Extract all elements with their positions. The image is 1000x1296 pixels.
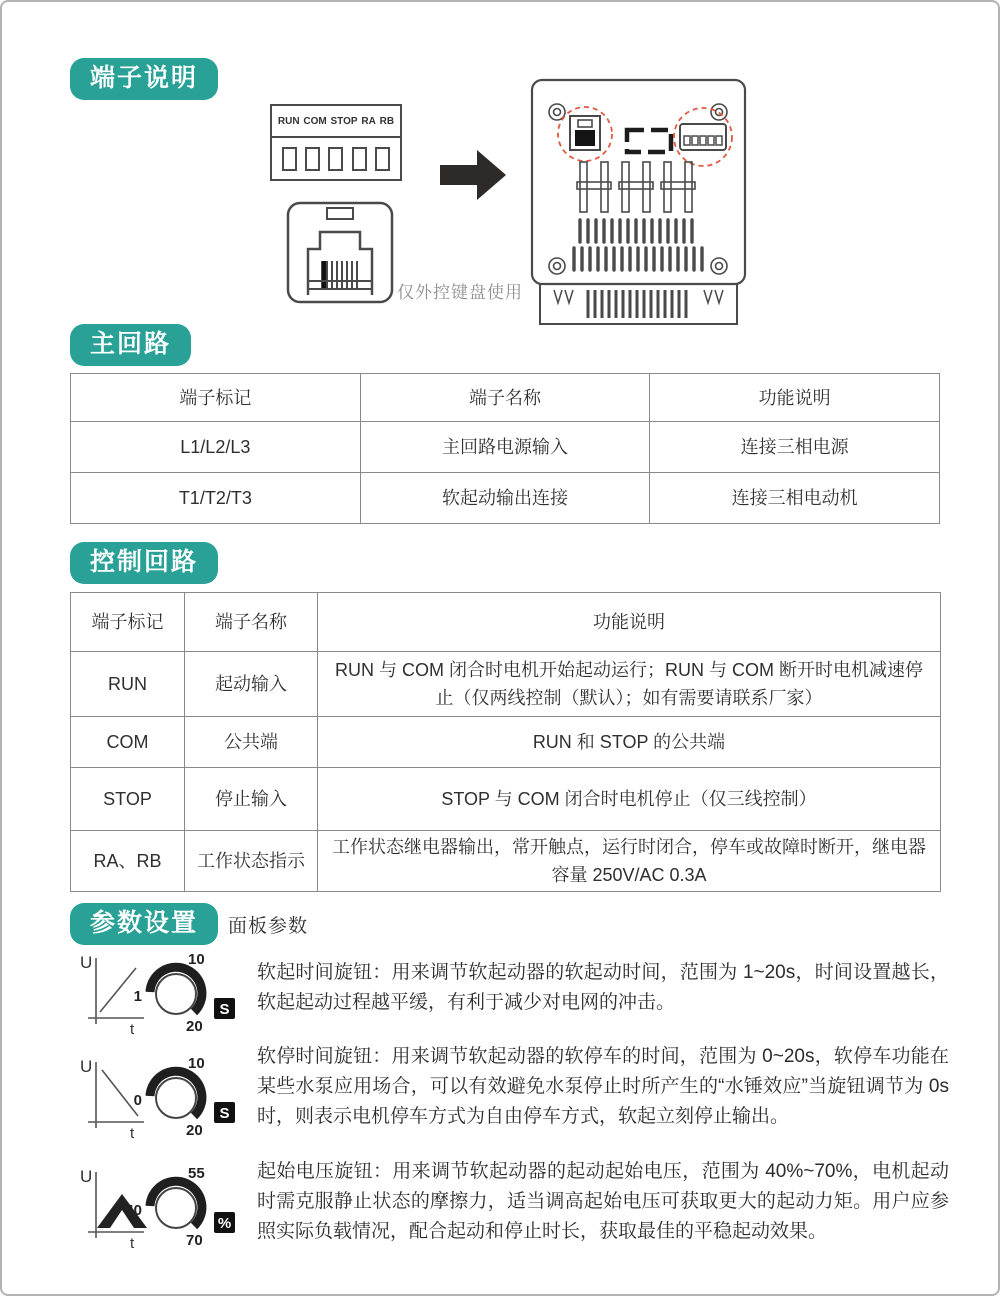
table-row bbox=[71, 831, 941, 892]
highlight-circle-right bbox=[674, 108, 732, 166]
section-badge-params: 参数设置 bbox=[70, 903, 218, 945]
knob-dial bbox=[156, 1188, 196, 1228]
section-badge-main-circuit: 主回路 bbox=[70, 324, 191, 366]
cell-terminal-name: 起动输入 bbox=[185, 652, 318, 717]
device-vents-row2 bbox=[574, 248, 702, 270]
cell-terminal-name: 主回路电源输入 bbox=[360, 422, 650, 473]
ramp-up-curve bbox=[100, 968, 136, 1012]
cell-terminal-mark: L1/L2/L3 bbox=[71, 422, 361, 473]
section-badge-terminal: 端子说明 bbox=[70, 58, 218, 100]
terminal-label-stop: STOP bbox=[330, 115, 358, 127]
device-center-window bbox=[627, 130, 671, 152]
table-row bbox=[71, 652, 941, 717]
column-header: 端子名称 bbox=[185, 593, 318, 652]
terminal-block-labels bbox=[272, 106, 400, 138]
soft-stop-knob-desc: 软停时间旋钮：用来调节软起动器的软停车的时间，范围为 0~20s，软停车功能在某些水泵应用场合，可以有效避免水泵停止时所产生的“水锤效应”当旋钮调节为 0s 时，则表示电机停车方式为自由停车方式，软起立刻停止输出。 bbox=[257, 1046, 949, 1127]
terminal-label-ra: RA bbox=[361, 115, 376, 127]
table-row bbox=[71, 717, 941, 768]
cell-function: 工作状态继电器输出，常开触点，运行时闭合，停车或故障时断开，继电器容量 250V/AC 0.3A bbox=[318, 831, 941, 892]
scale-max: 20 bbox=[186, 1018, 203, 1035]
axis-x-label: t bbox=[130, 1235, 135, 1252]
device-vents-row1 bbox=[580, 220, 692, 242]
terminal-block-diagram bbox=[270, 104, 402, 181]
cell-terminal-mark: COM bbox=[71, 717, 185, 768]
column-header: 端子标记 bbox=[71, 593, 185, 652]
axis-y-label: U bbox=[80, 953, 93, 972]
ramp-down-curve bbox=[102, 1070, 138, 1116]
initial-voltage-knob-figure bbox=[72, 1164, 244, 1254]
arrow-right-icon bbox=[440, 148, 508, 202]
terminal-pin bbox=[375, 147, 390, 171]
column-header: 端子名称 bbox=[360, 374, 650, 422]
column-header: 功能说明 bbox=[650, 374, 940, 422]
section-badge-control-circuit: 控制回路 bbox=[70, 542, 218, 584]
terminal-pin bbox=[282, 147, 297, 171]
scale-min: 40 bbox=[125, 1202, 142, 1219]
initial-voltage-knob-desc: 起始电压旋钮：用来调节软起动器的起动起始电压，范围为 40%~70%，电机起动时需克服静止状态的摩擦力，适当调高起始电压可获取更大的起动力矩。用户应参照实际负载情况，配合起动和停止时长，获取最佳的平稳起动效果。 bbox=[257, 1161, 949, 1242]
cell-function: STOP 与 COM 闭合时电机停止（仅三线控制） bbox=[318, 768, 941, 831]
cell-terminal-mark: STOP bbox=[71, 768, 185, 831]
device-rj45-port bbox=[570, 116, 600, 150]
cell-terminal-mark: T1/T2/T3 bbox=[71, 473, 361, 524]
unit-label: S bbox=[219, 1105, 230, 1122]
device-base-comb bbox=[588, 290, 686, 318]
scale-max: 20 bbox=[186, 1122, 203, 1139]
axis-x-label: t bbox=[130, 1125, 135, 1142]
soft-stop-knob-figure bbox=[72, 1054, 244, 1144]
control-circuit-table bbox=[70, 592, 941, 892]
cell-terminal-name: 软起动输出连接 bbox=[360, 473, 650, 524]
device-control-terminal bbox=[680, 124, 726, 150]
axis-y-label: U bbox=[80, 1057, 93, 1076]
cell-terminal-name: 停止输入 bbox=[185, 768, 318, 831]
rj45-note: 仅外控键盘使用 bbox=[397, 283, 523, 302]
terminal-label-rb: RB bbox=[379, 115, 395, 127]
terminal-pin bbox=[328, 147, 343, 171]
cell-terminal-name: 公共端 bbox=[185, 717, 318, 768]
soft-start-knob-desc: 软起时间旋钮：用来调节软起动器的软起动时间，范围为 1~20s，时间设置越长，软起起动过程越平缓，有利于减少对电网的冲击。 bbox=[257, 962, 949, 1013]
cell-function: 连接三相电动机 bbox=[650, 473, 940, 524]
table-row bbox=[71, 768, 941, 831]
axis-y-label: U bbox=[80, 1167, 93, 1186]
scale-min: 1 bbox=[133, 988, 142, 1005]
terminal-label-com: COM bbox=[303, 115, 327, 127]
cell-terminal-mark: RUN bbox=[71, 652, 185, 717]
terminal-pin bbox=[305, 147, 320, 171]
axis-x-label: t bbox=[130, 1021, 135, 1038]
device-busbars bbox=[577, 162, 695, 212]
scale-mid: 55 bbox=[188, 1165, 205, 1182]
soft-starter-device-diagram bbox=[530, 78, 747, 330]
scale-max: 70 bbox=[186, 1232, 203, 1249]
column-header: 端子标记 bbox=[71, 374, 361, 422]
table-header-row bbox=[71, 593, 941, 652]
unit-label: % bbox=[217, 1215, 232, 1232]
table-row bbox=[71, 422, 940, 473]
terminal-block-pins bbox=[272, 138, 400, 179]
knob-dial bbox=[156, 1078, 196, 1118]
table-row bbox=[71, 473, 940, 524]
scale-min: 0 bbox=[133, 1092, 142, 1109]
terminal-label-run: RUN bbox=[277, 115, 300, 127]
params-subtitle: 面板参数 bbox=[228, 916, 309, 937]
table-header-row bbox=[71, 374, 940, 422]
column-header: 功能说明 bbox=[318, 593, 941, 652]
unit-label: S bbox=[219, 1001, 230, 1018]
scale-mid: 10 bbox=[188, 951, 205, 968]
cell-function: RUN 与 COM 闭合时电机开始起动运行；RUN 与 COM 断开时电机减速停止（仅两线控制（默认）；如有需要请联系厂家） bbox=[318, 652, 941, 717]
rj45-jack-diagram bbox=[286, 201, 394, 304]
terminal-pin bbox=[352, 147, 367, 171]
cell-function: RUN 和 STOP 的公共端 bbox=[318, 717, 941, 768]
cell-terminal-mark: RA、RB bbox=[71, 831, 185, 892]
scale-mid: 10 bbox=[188, 1055, 205, 1072]
cell-function: 连接三相电源 bbox=[650, 422, 940, 473]
main-circuit-table bbox=[70, 373, 940, 524]
soft-start-knob-figure bbox=[72, 950, 244, 1040]
knob-dial bbox=[156, 974, 196, 1014]
cell-terminal-name: 工作状态指示 bbox=[185, 831, 318, 892]
